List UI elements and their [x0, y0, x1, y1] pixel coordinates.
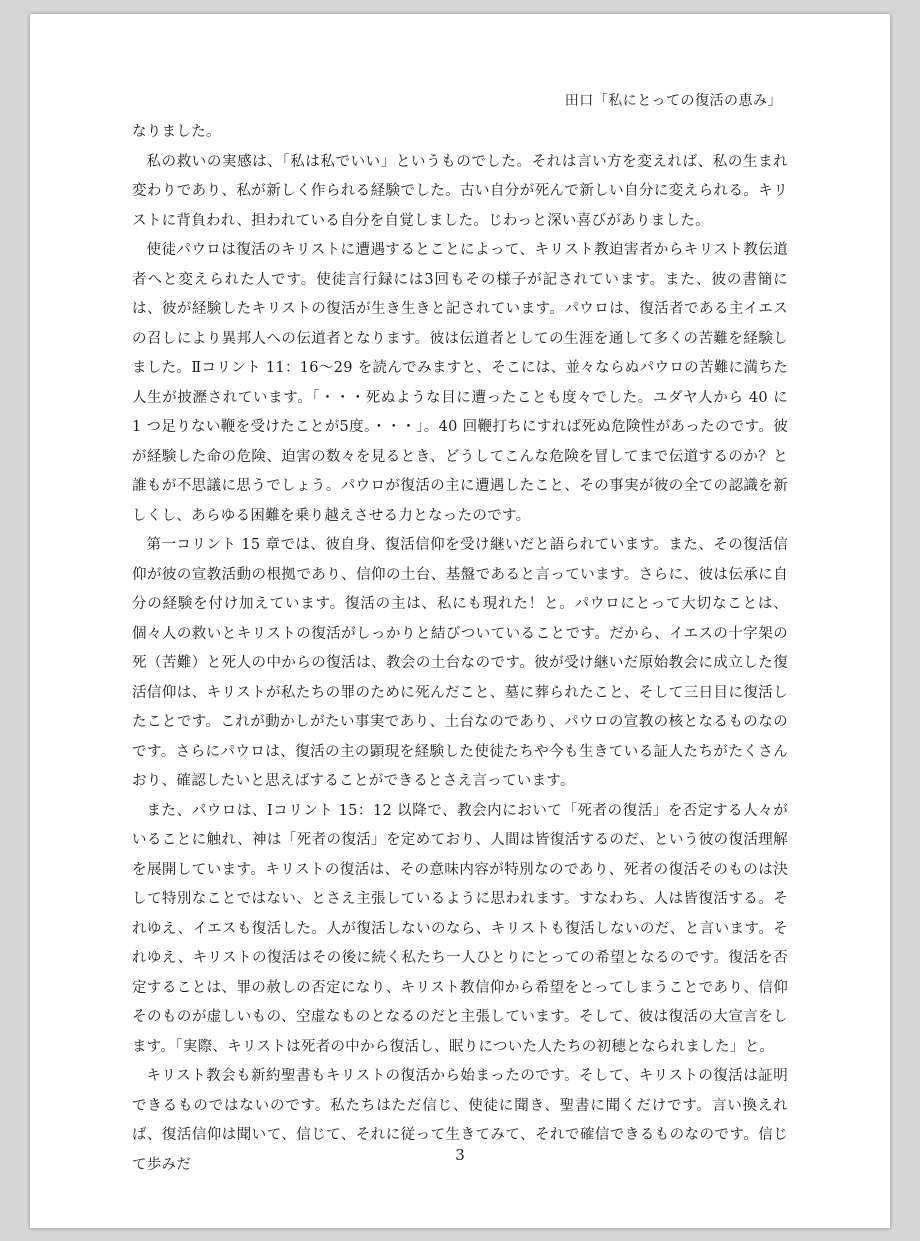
- paragraph-paul-conversion: 使徒パウロは復活のキリストに遭遇するとことによって、キリスト教迫害者からキリスト教伝道者へと変えられた人です。使徒言行録には3回もその様子が記されています。また、彼の書簡には、彼が経験したキリストの復活が生き生きと記されています。パウロは、復活者である主イエスの召しにより異邦人への伝道者となります。彼は伝道者としての生涯を通して多くの苦難を経験しました。Ⅱコリント 11：16〜29 を読んでみますと、そこには、並々ならぬパウロの苦難に満ちた人生が披瀝されています。「・・・死ぬような目に遭ったことも度々でした。ユダヤ人から 40 に 1 つ足りない鞭を受けたことが5度。・・・」。40 回鞭打ちにすれば死ぬ危険性があったのです。彼が経験した命の危険、迫害の数々を見るとき、どうしてこんな危険を冒してまで伝道するのか？と誰もが不思議に思うでしょう。パウロが復活の主に遭遇したこと、その事実が彼の全ての認識を新しくし、あらゆる困難を乗り越えさせる力となったのです。: [132, 242, 788, 524]
- page-number: 3: [455, 1146, 465, 1164]
- paragraph-continuation: なりました。: [132, 124, 221, 140]
- body-text: [132, 118, 788, 1180]
- paragraph-resurrection-of-dead: また、パウロは、Ⅰコリント 15：12 以降で、教会内において「死者の復活」を否定する人々がいることに触れ、神は「死者の復活」を定めており、人間は皆復活するのだ、という彼の復活理解を展開しています。キリストの復活は、その意味内容が特別なのであり、死者の復活そのものは決して特別なことではない、とさえ主張しているように思われます。すなわち、人は皆復活する。それゆえ、イエスも復活した。人が復活しないのなら、キリストも復活しないのだ、と言います。それゆえ、キリストの復活はその後に続く私たち一人ひとりにとっての希望となるのです。復活を否定することは、罪の赦しの否定になり、キリスト教信仰から希望をとってしまうことであり、信仰そのものが虚しいもの、空虚なものとなるのだと主張しています。そして、彼は復活の大宣言をします。「実際、キリストは死者の中から復活し、眠りについた人たちの初穂となられました」と。: [132, 802, 788, 1055]
- paragraph-salvation-experience: 私の救いの実感は、「私は私でいい」というものでした。それは言い方を変えれば、私の生まれ変わりであり、私が新しく作られる経験でした。古い自分が死んで新しい自分に変えられる。キリストに背負われ、担われている自分を自覚しました。じわっと深い喜びがありました。: [132, 153, 788, 229]
- running-header: 田口「私にとっての復活の恵み」: [564, 93, 782, 109]
- paragraph-church-begins: キリスト教会も新約聖書もキリストの復活から始まったのです。そして、キリストの復活は証明できるものではないのです。私たちはただ信じ、使徒に聞き、聖書に聞くだけです。言い換えれば、復活信仰は聞いて、信じて、それに従って生きてみて、それで確信できるものなのです。信じて歩みだ: [132, 1068, 788, 1173]
- document-page: [30, 14, 890, 1228]
- paragraph-first-corinthians-15: 第一コリント 15 章では、彼自身、復活信仰を受け継いだと語られています。また、その復活信仰が彼の宣教活動の根拠であり、信仰の土台、基盤であると言っています。さらに、彼は伝承に自分の経験を付け加えています。復活の主は、私にも現れた！と。パウロにとって大切なことは、個々人の救いとキリストの復活がしっかりと結びついていることです。だから、イエスの十字架の死（苦難）と死人の中からの復活は、教会の土台なのです。彼が受け継いだ原始教会に成立した復活信仰は、キリストが私たちの罪のために死んだこと、墓に葬られたこと、そして三日目に復活したことです。これが動かしがたい事実であり、土台なのであり、パウロの宣教の核となるものなのです。さらにパウロは、復活の主の顕現を経験した使徒たちや今も生きている証人たちがたくさんおり、確認したいと思えばすることができるとさえ言っています。: [132, 537, 788, 789]
